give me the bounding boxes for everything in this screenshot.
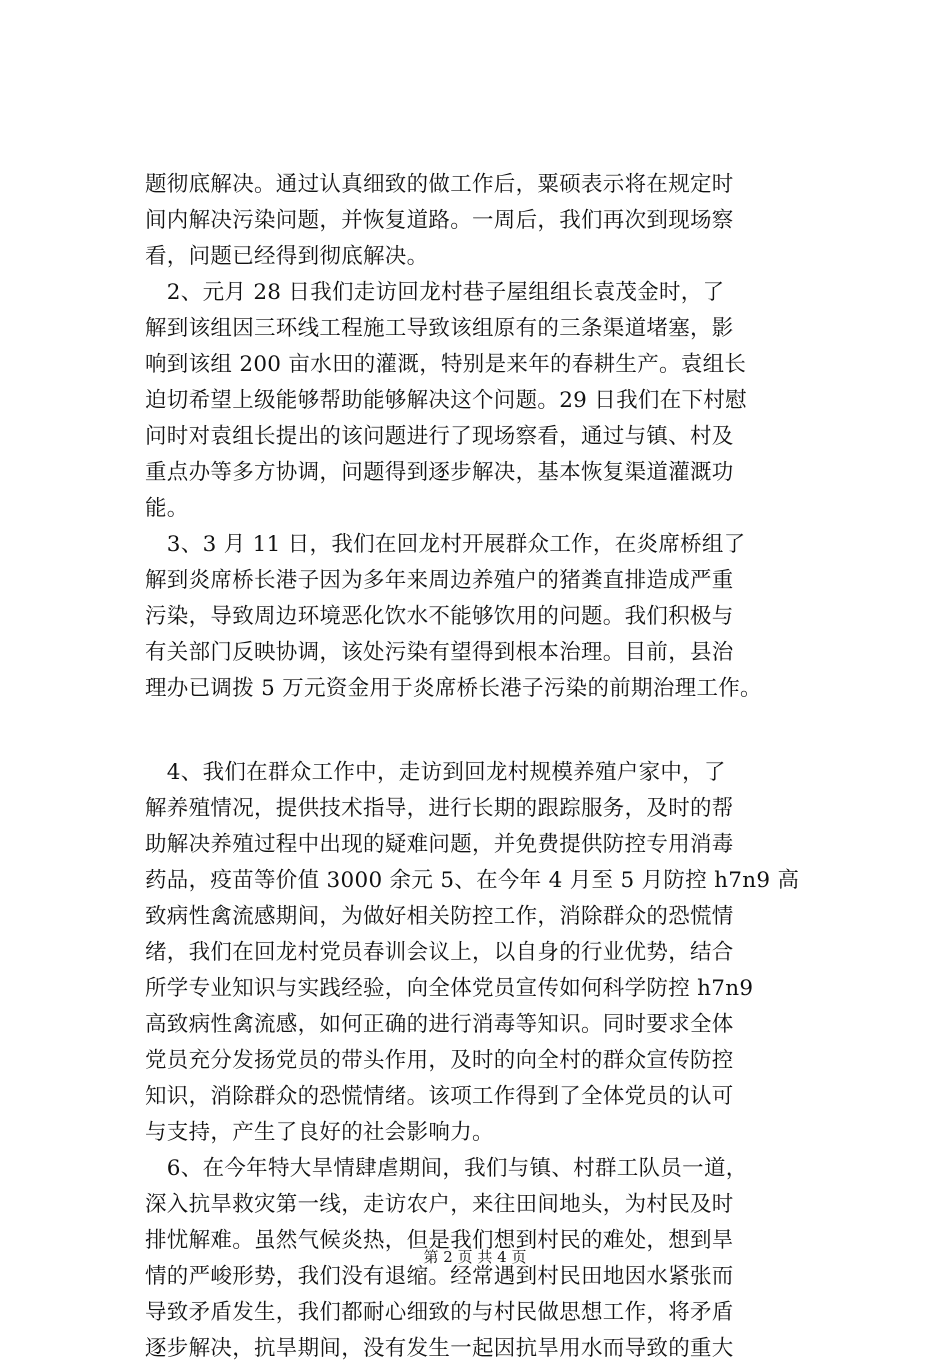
text-line: 逐步解决，抗旱期间，没有发生一起因抗旱用水而导致的重大 <box>145 1336 734 1361</box>
text-line: 致病性禽流感期间，为做好相关防控工作，消除群众的恐慌情 <box>145 904 734 929</box>
text-line: 助解决养殖过程中出现的疑难问题，并免费提供防控专用消毒 <box>145 832 734 857</box>
text-line: 重点办等多方协调，问题得到逐步解决，基本恢复渠道灌溉功 <box>145 460 734 485</box>
text-line: 导致矛盾发生，我们都耐心细致的与村民做思想工作，将矛盾 <box>145 1300 734 1325</box>
text-line: 所学专业知识与实践经验，向全体党员宣传如何科学防控 h7n9 <box>145 976 754 1001</box>
text-line: 污染，导致周边环境恶化饮水不能够饮用的问题。我们积极与 <box>145 604 734 629</box>
text-line: 3、3 月 11 日，我们在回龙村开展群众工作，在炎席桥组了 <box>145 532 746 557</box>
text-line: 与支持，产生了良好的社会影响力。 <box>145 1120 494 1145</box>
page-number-footer: 第 2 页 共 4 页 <box>423 1248 527 1266</box>
text-line: 高致病性禽流感，如何正确的进行消毒等知识。同时要求全体 <box>145 1012 734 1037</box>
text-line: 党员充分发扬党员的带头作用，及时的向全村的群众宣传防控 <box>145 1048 734 1073</box>
text-line: 看，问题已经得到彻底解决。 <box>145 244 429 269</box>
text-line: 理办已调拨 5 万元资金用于炎席桥长港子污染的前期治理工作。 <box>145 676 762 701</box>
text-line: 药品，疫苗等价值 3000 余元 5、在今年 4 月至 5 月防控 h7n9 高 <box>145 868 800 893</box>
text-line: 间内解决污染问题，并恢复道路。一周后，我们再次到现场察 <box>145 208 734 233</box>
text-line: 能。 <box>145 496 189 521</box>
text-line: 知识，消除群众的恐慌情绪。该项工作得到了全体党员的认可 <box>145 1084 734 1109</box>
text-line: 题彻底解决。通过认真细致的做工作后，粟硕表示将在规定时 <box>145 172 734 197</box>
text-line: 问时对袁组长提出的该问题进行了现场察看，通过与镇、村及 <box>145 424 734 449</box>
text-line: 深入抗旱救灾第一线，走访农户，来往田间地头，为村民及时 <box>145 1192 734 1217</box>
text-line: 响到该组 200 亩水田的灌溉，特别是来年的春耕生产。袁组长 <box>145 352 747 377</box>
text-line: 情的严峻形势，我们没有退缩。经常遇到村民田地因水紧张而 <box>145 1264 734 1289</box>
text-line: 迫切希望上级能够帮助能够解决这个问题。29 日我们在下村慰 <box>145 388 747 413</box>
text-line: 解到该组因三环线工程施工导致该组原有的三条渠道堵塞，影 <box>145 316 734 341</box>
text-line: 4、我们在群众工作中，走访到回龙村规模养殖户家中，了 <box>145 760 726 785</box>
text-line: 6、在今年特大旱情肆虐期间，我们与镇、村群工队员一道， <box>145 1156 748 1181</box>
text-line: 2、元月 28 日我们走访回龙村巷子屋组组长袁茂金时，了 <box>145 280 725 305</box>
text-line: 有关部门反映协调，该处污染有望得到根本治理。目前，县治 <box>145 640 734 665</box>
text-line: 解到炎席桥长港子因为多年来周边养殖户的猪粪直排造成严重 <box>145 568 734 593</box>
text-line: 绪，我们在回龙村党员春训会议上，以自身的行业优势，结合 <box>145 940 734 965</box>
text-line: 排忧解难。虽然气候炎热，但是我们想到村民的难处，想到旱 <box>145 1228 734 1253</box>
text-line: 解养殖情况，提供技术指导，进行长期的跟踪服务，及时的帮 <box>145 796 734 821</box>
